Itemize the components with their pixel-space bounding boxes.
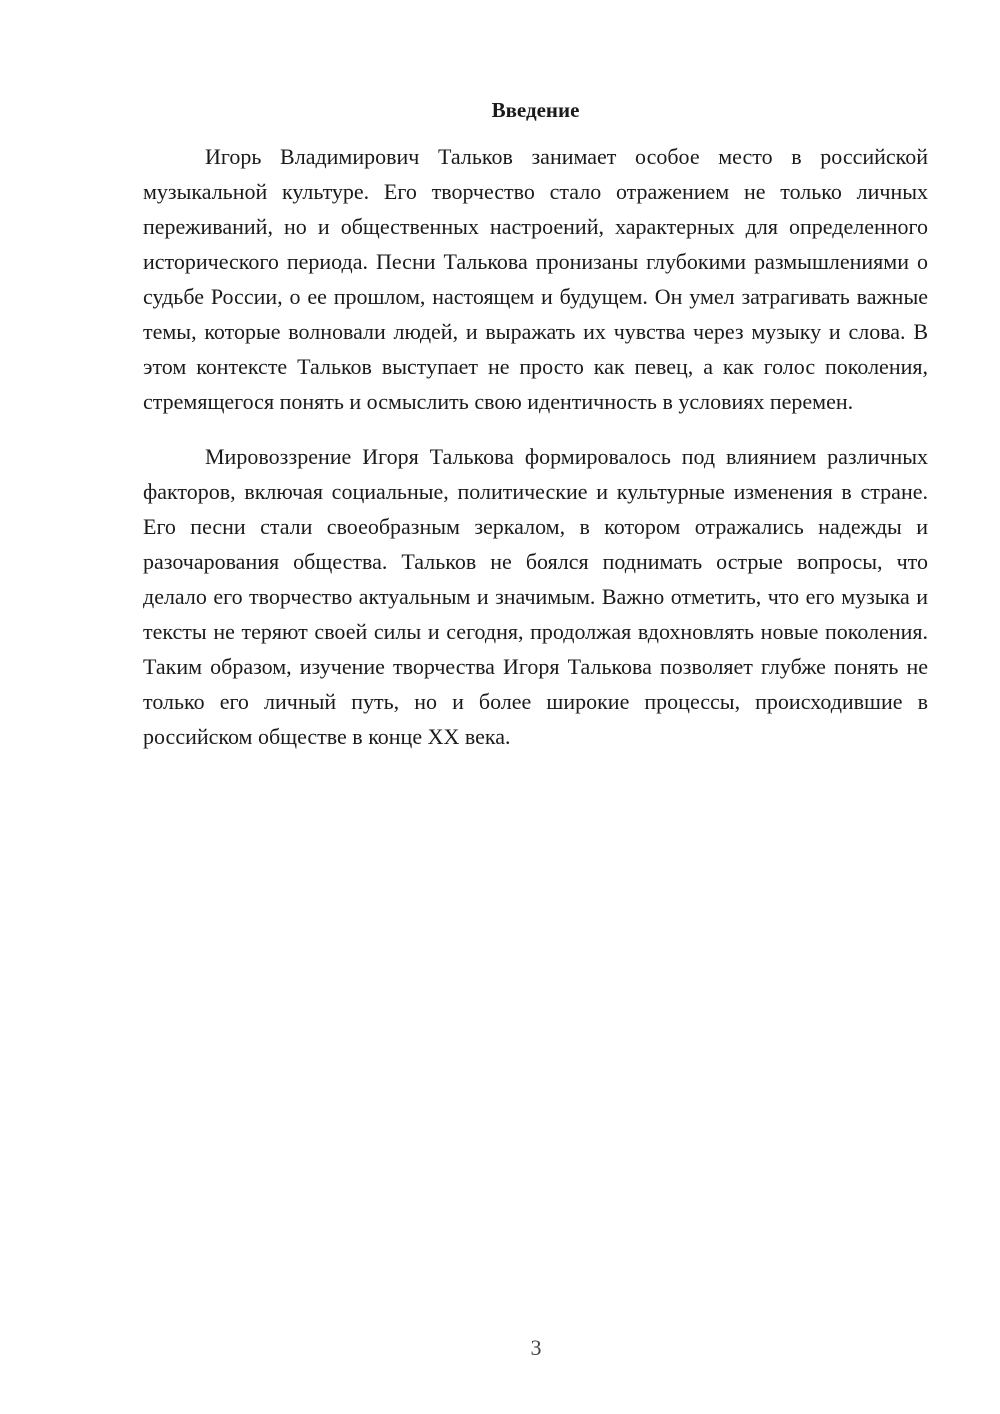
paragraph-1: Игорь Владимирович Тальков занимает особое место в российской музыкальной культуре. Его творчество стало отражением не только личных переживаний, но и общественных настроений, характерных для определенного исторического периода. Песни Талькова пронизаны глубокими размышлениями о судьбе России, о ее прошлом, настоящем и будущем. Он умел затрагивать важные темы, которые волновали людей, и выражать их чувства через музыку и слова. В этом контексте Тальков выступает не просто как певец, а как голос поколения, стремящегося понять и осмыслить свою идентичность в условиях перемен. bbox=[143, 144, 928, 414]
paragraph-2: Мировоззрение Игоря Талькова формировалось под влиянием различных факторов, включая социальные, политические и культурные изменения в стране. Его песни стали своеобразным зеркалом, в котором отражались надежды и разочарования общества. Тальков не боялся поднимать острые вопросы, что делало его творчество актуальным и значимым. Важно отметить, что его музыка и тексты не теряют своей силы и сегодня, продолжая вдохновлять новые поколения. Таким образом, изучение творчества Игоря Талькова позволяет глубже понять не только его личный путь, но и более широкие процессы, происходившие в российском обществе в конце XX века. bbox=[143, 444, 928, 749]
section-heading: Введение bbox=[491, 98, 580, 122]
page-content bbox=[143, 95, 928, 754]
page-number: 3 bbox=[530, 1335, 542, 1360]
